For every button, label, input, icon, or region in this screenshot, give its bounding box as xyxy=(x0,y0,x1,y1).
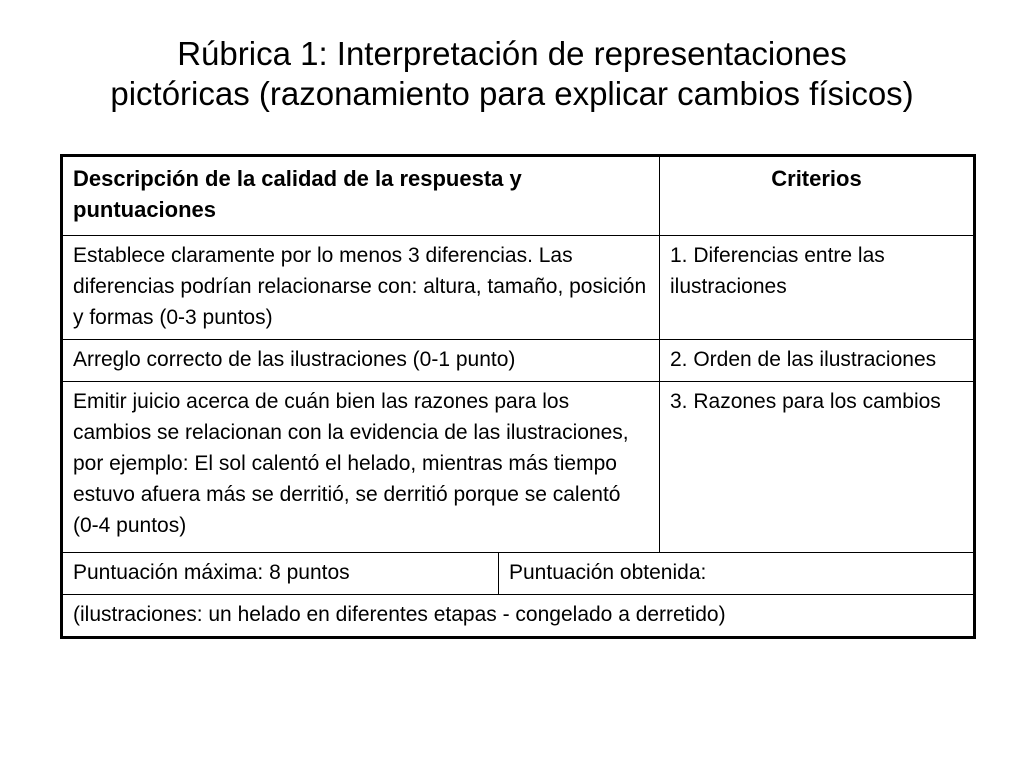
obtained-score: Puntuación obtenida: xyxy=(499,553,975,595)
row-1-description: Establece claramente por lo menos 3 diferencias. Las diferencias podrían relacionarse con: altura, tamaño, posición y formas (0-3 puntos) xyxy=(62,236,660,340)
header-description: Descripción de la calidad de la respuesta y puntuaciones xyxy=(62,156,660,236)
header-criteria: Criterios xyxy=(660,156,975,236)
title-line-2: pictóricas (razonamiento para explicar cambios físicos) xyxy=(110,75,914,112)
row-2-description: Arreglo correcto de las ilustraciones (0-1 punto) xyxy=(62,340,660,382)
row-3-criteria: 3. Razones para los cambios xyxy=(660,382,975,553)
table-row xyxy=(62,236,975,340)
slide-title xyxy=(20,34,1004,114)
illustrations-note: (ilustraciones: un helado en diferentes etapas - congelado a derretido) xyxy=(62,595,975,638)
table-header-row xyxy=(62,156,975,236)
table-row xyxy=(62,340,975,382)
note-row xyxy=(62,595,975,638)
score-row xyxy=(62,553,975,595)
title-line-1: Rúbrica 1: Interpretación de representaciones xyxy=(177,35,847,72)
row-1-criteria: 1. Diferencias entre las ilustraciones xyxy=(660,236,975,340)
row-3-description: Emitir juicio acerca de cuán bien las razones para los cambios se relacionan con la evidencia de las ilustraciones, por ejemplo: El sol calentó el helado, mientras más tiempo estuvo afuera más se derritió, se derritió porque se calentó (0-4 puntos) xyxy=(62,382,660,553)
row-2-criteria: 2. Orden de las ilustraciones xyxy=(660,340,975,382)
table-row xyxy=(62,382,975,553)
max-score: Puntuación máxima: 8 puntos xyxy=(62,553,499,595)
rubric-table xyxy=(60,154,976,639)
